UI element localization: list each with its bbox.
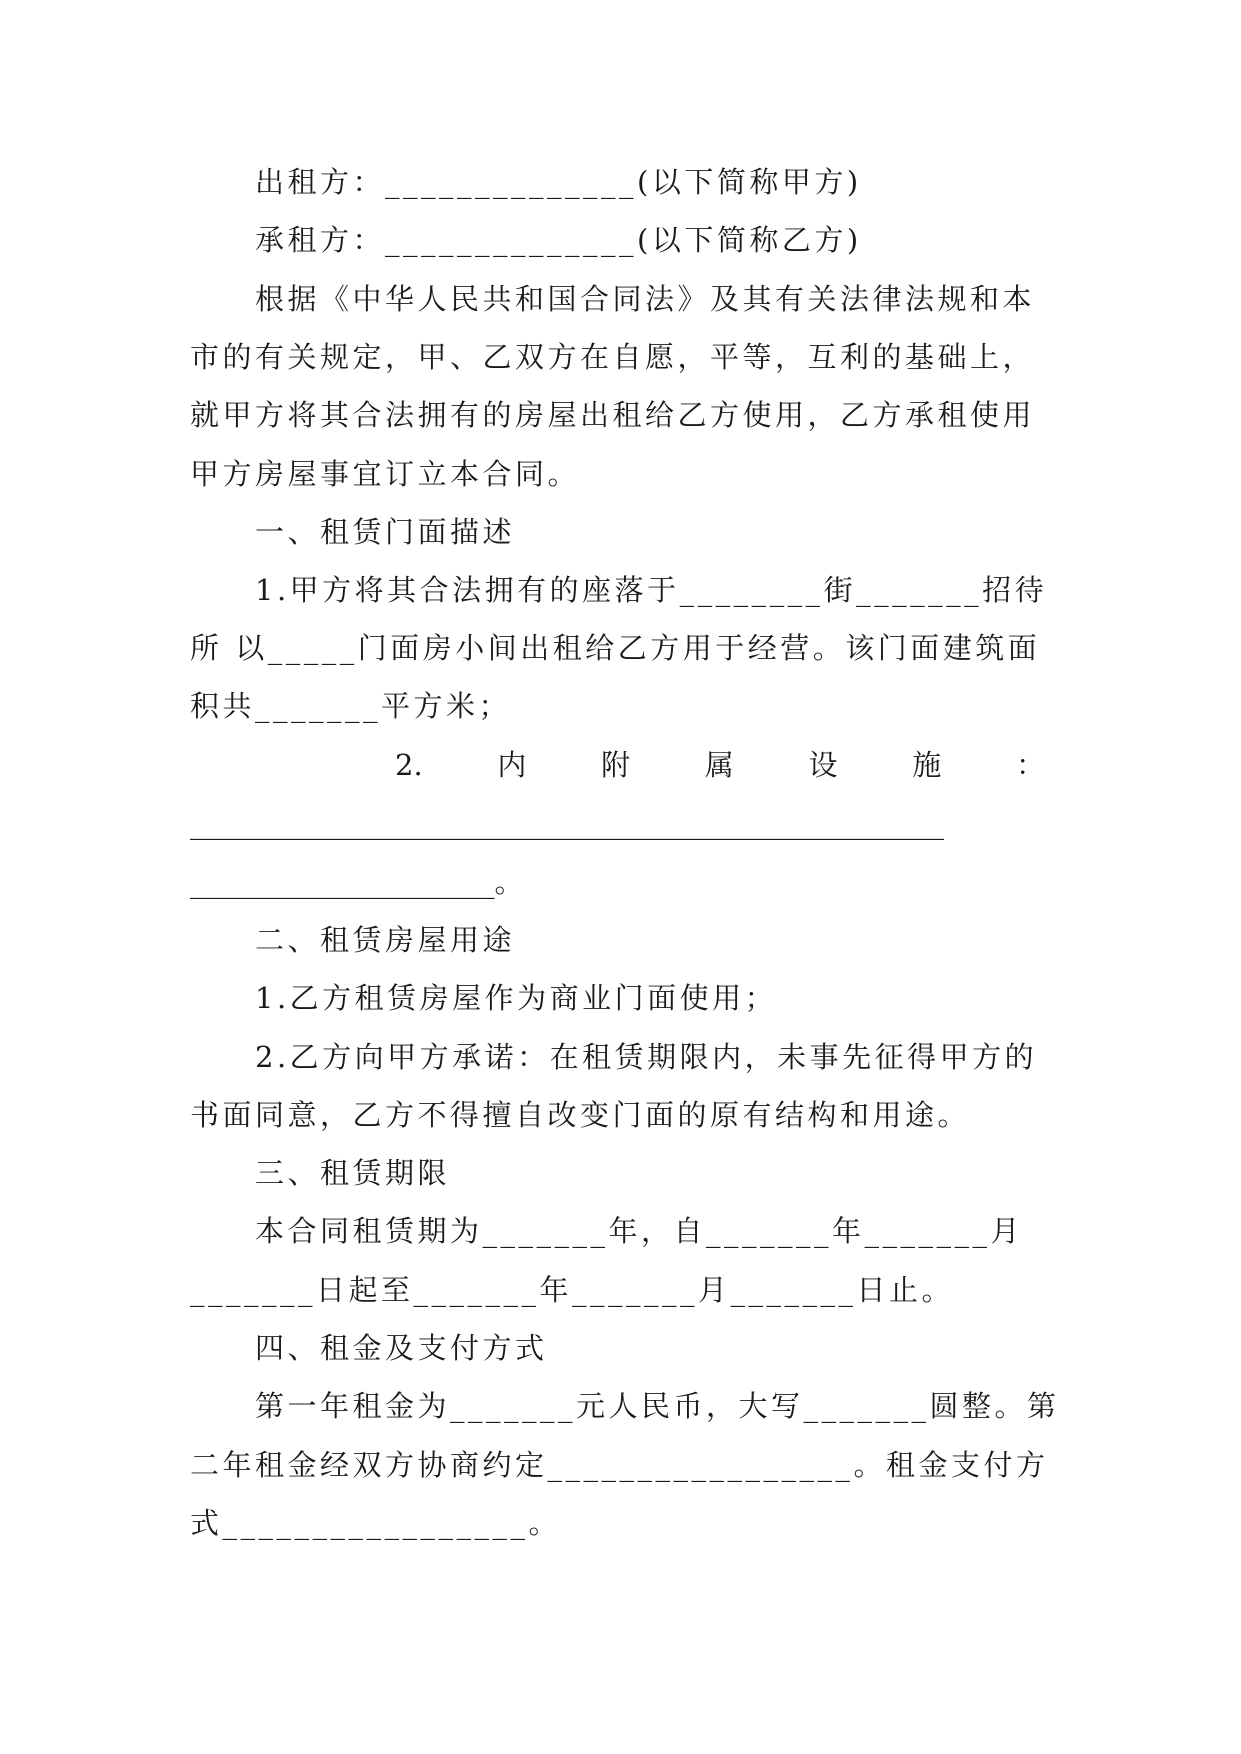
item2-word: 设	[808, 748, 838, 782]
section2-item1: 1.乙方租赁房屋作为商业门面使用；	[255, 981, 778, 1015]
item2-word: 2.	[395, 748, 423, 782]
section4-heading: 四、租金及支付方式	[255, 1331, 548, 1365]
section2-item2-line-1: 2.乙方向甲方承诺：在租赁期限内，未事先征得甲方的	[255, 1040, 1038, 1074]
section1-heading: 一、租赁门面描述	[255, 515, 516, 549]
section2-heading: 二、租赁房屋用途	[255, 923, 516, 957]
section4-body-line-2: 二年租金经双方协商约定_________________。租金支付方	[190, 1448, 1049, 1482]
preamble-line-4: 甲方房屋事宜订立本合同。	[190, 457, 581, 491]
section3-heading: 三、租赁期限	[255, 1156, 451, 1190]
lessee-line: 承租方：______________(以下简称乙方)	[255, 223, 862, 257]
section3-body-line-2: _______日起至_______年_______月_______日止。	[190, 1273, 955, 1307]
section1-item2-heading	[395, 745, 1045, 785]
section2-item2-line-2: 书面同意，乙方不得擅自改变门面的原有结构和用途。	[190, 1098, 971, 1132]
section4-body-line-1: 第一年租金为_______元人民币，大写_______圆整。第	[255, 1389, 1060, 1423]
item2-word: 附	[601, 748, 631, 782]
preamble-line-2: 市的有关规定，甲、乙双方在自愿，平等，互利的基础上，	[190, 340, 1036, 374]
section3-body-line-1: 本合同租赁期为_______年，自_______年_______月	[255, 1214, 1024, 1248]
item2-word: ：	[1015, 748, 1045, 782]
section1-item1-line-2: 所 以_____门面房小间出租给乙方用于经营。该门面建筑面	[190, 631, 1041, 665]
preamble-line-3: 就甲方将其合法拥有的房屋出租给乙方使用，乙方承租使用	[190, 398, 1036, 432]
section1-item2-blank-1: ____________________________________________________	[190, 806, 944, 840]
lessor-line: 出租方：______________(以下简称甲方)	[255, 165, 862, 199]
item2-word: 施	[912, 748, 942, 782]
section4-body-line-3: 式_________________。	[190, 1506, 562, 1540]
item2-word: 内	[497, 748, 527, 782]
preamble-line-1: 根据《中华人民共和国合同法》及其有关法律法规和本	[255, 282, 1036, 316]
item2-word: 属	[704, 748, 734, 782]
section1-item2-blank-2: _____________________。	[190, 865, 524, 899]
section1-item1-line-1: 1.甲方将其合法拥有的座落于________街_______招待	[255, 573, 1048, 607]
section1-item1-line-3: 积共_______平方米；	[190, 689, 512, 723]
